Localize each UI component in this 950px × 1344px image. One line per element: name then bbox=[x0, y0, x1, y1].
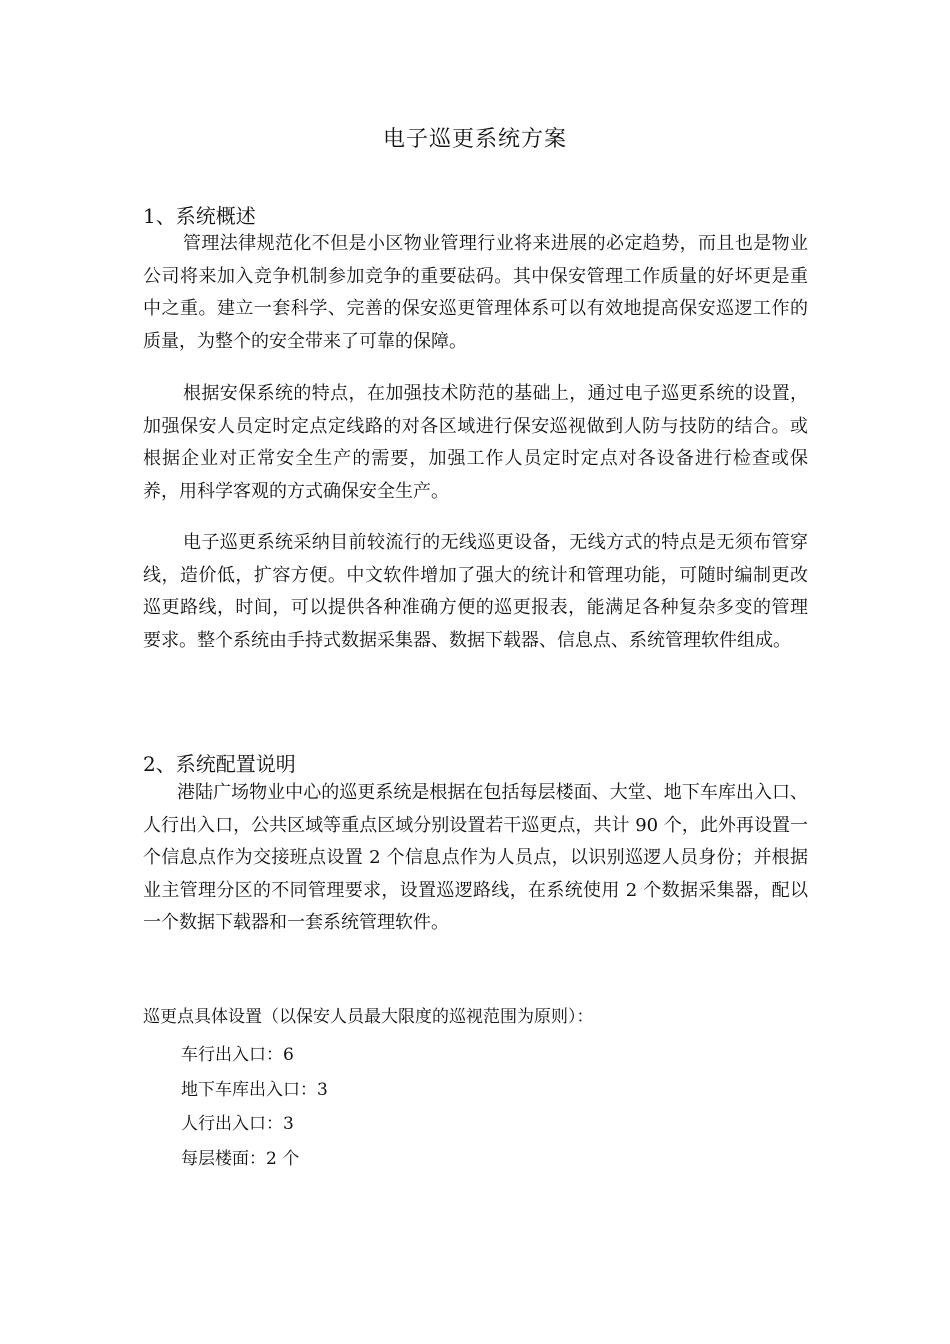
list-item: 每层楼面：2 个 bbox=[181, 1148, 300, 1169]
configuration-paragraph: 港陆广场物业中心的巡更系统是根据在包括每层楼面、大堂、地下车库出入口、人行出入口，公共区域等重点区域分别设置若干巡更点，共计 90 个，此外再设置一个信息点作为交接班点设置 2 个信息点作为人员点，以识别巡逻人员身份；并根据业主管理分区的不同管理要求，设置巡逻路线，在系统使用 2 个数据采集器，配以一个数据下载器和一套系统管理软件。 bbox=[143, 782, 808, 933]
section-heading-overview: 1、系统概述 bbox=[143, 204, 256, 228]
overview-paragraph-2: 根据安保系统的特点，在加强技术防范的基础上，通过电子巡更系统的设置，加强保安人员定时定点定线路的对各区域进行保安巡视做到人防与技防的结合。或根据企业对正常安全生产的需要，加强工作人员定时定点对各设备进行检查或保养，用科学客观的方式确保安全生产。 bbox=[143, 383, 808, 502]
overview-paragraph-3: 电子巡更系统采纳目前较流行的无线巡更设备，无线方式的特点是无须布管穿线，造价低，扩容方便。中文软件增加了强大的统计和管理功能，可随时编制更改巡更路线，时间，可以提供各种准确方便的巡更报表，能满足各种复杂多变的管理要求。整个系统由手持式数据采集器、数据下载器、信息点、系统管理软件组成。 bbox=[143, 532, 808, 651]
list-item: 地下车库出入口：3 bbox=[181, 1079, 328, 1100]
overview-paragraph-1: 管理法律规范化不但是小区物业管理行业将来进展的必定趋势，而且也是物业公司将来加入竞争机制参加竞争的重要砝码。其中保安管理工作质量的好坏更是重中之重。建立一套科学、完善的保安巡更管理体系可以有效地提高保安巡逻工作的质量，为整个的安全带来了可靠的保障。 bbox=[143, 233, 808, 352]
section-heading-configuration: 2、系统配置说明 bbox=[143, 752, 296, 776]
list-item: 车行出入口：6 bbox=[181, 1045, 294, 1065]
document-title: 电子巡更系统方案 bbox=[382, 127, 567, 152]
checkpoint-list bbox=[181, 1038, 328, 1176]
list-item: 人行出入口：3 bbox=[181, 1114, 294, 1134]
checkpoint-intro: 巡更点具体设置（以保安人员最大限度的巡视范围为原则）： bbox=[143, 1007, 594, 1027]
